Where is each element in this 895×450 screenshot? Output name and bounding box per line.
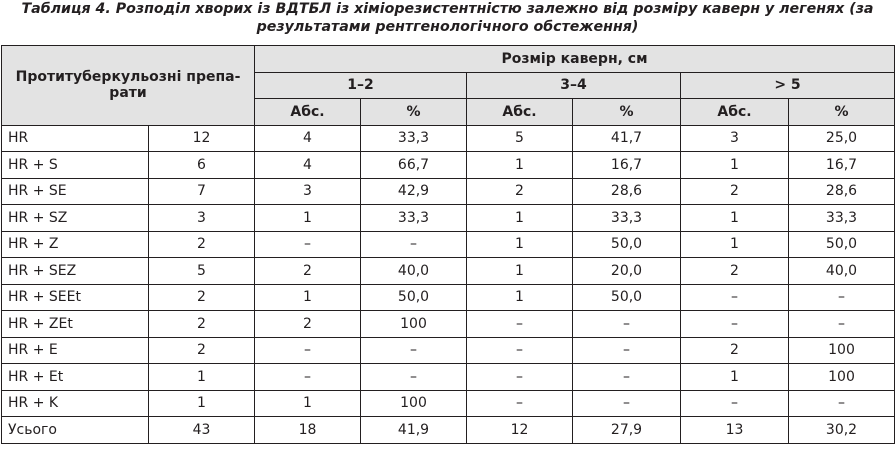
table-row: [2, 390, 895, 417]
table-row: [2, 125, 895, 152]
table-row: [2, 205, 895, 232]
value-cell: 2: [149, 231, 255, 258]
value-cell: 6: [149, 152, 255, 179]
drug-name-cell: HR + Z: [2, 231, 149, 258]
drug-name-cell: HR + K: [2, 390, 149, 417]
value-cell: 13: [681, 417, 789, 444]
value-cell: –: [467, 390, 573, 417]
caption-line-2: результатами рентгенологічного обстеження): [256, 19, 639, 35]
value-cell: –: [573, 337, 681, 364]
header-cavity-size: Розмір каверн, см: [255, 46, 895, 73]
drug-name-cell: HR: [2, 125, 149, 152]
table-row: [2, 364, 895, 391]
table-row: [2, 284, 895, 311]
value-cell: 2: [149, 337, 255, 364]
value-cell: 1: [255, 284, 361, 311]
table-row: [2, 337, 895, 364]
value-cell: 25,0: [789, 125, 895, 152]
header-drugs: Протитуберкульозні препа-рати: [2, 46, 255, 126]
value-cell: 33,3: [361, 205, 467, 232]
table-row: [2, 152, 895, 179]
data-table: [1, 45, 895, 444]
value-cell: 100: [361, 390, 467, 417]
table-row: [2, 258, 895, 285]
header-group-3: > 5: [681, 72, 895, 99]
value-cell: 3: [149, 205, 255, 232]
value-cell: 2: [255, 258, 361, 285]
header-abs: Абс.: [467, 99, 573, 126]
value-cell: 2: [255, 311, 361, 338]
value-cell: –: [255, 231, 361, 258]
value-cell: 30,2: [789, 417, 895, 444]
value-cell: –: [467, 337, 573, 364]
value-cell: 50,0: [573, 231, 681, 258]
value-cell: –: [361, 231, 467, 258]
value-cell: –: [789, 390, 895, 417]
value-cell: 3: [681, 125, 789, 152]
value-cell: –: [467, 364, 573, 391]
drug-name-cell: HR + ZEt: [2, 311, 149, 338]
value-cell: –: [361, 364, 467, 391]
value-cell: 28,6: [789, 178, 895, 205]
value-cell: 2: [149, 284, 255, 311]
value-cell: 1: [467, 205, 573, 232]
value-cell: 100: [789, 337, 895, 364]
drug-name-cell: HR + SEEt: [2, 284, 149, 311]
value-cell: 50,0: [361, 284, 467, 311]
header-group-2: 3–4: [467, 72, 681, 99]
drug-name-cell: HR + E: [2, 337, 149, 364]
value-cell: 1: [467, 152, 573, 179]
header-abs: Абс.: [681, 99, 789, 126]
value-cell: 50,0: [789, 231, 895, 258]
value-cell: 33,3: [361, 125, 467, 152]
value-cell: 100: [789, 364, 895, 391]
value-cell: 27,9: [573, 417, 681, 444]
header-pct: %: [573, 99, 681, 126]
table-row: [2, 311, 895, 338]
header-pct: %: [361, 99, 467, 126]
value-cell: –: [681, 311, 789, 338]
table-caption: [0, 0, 895, 36]
value-cell: 1: [149, 364, 255, 391]
value-cell: –: [573, 364, 681, 391]
value-cell: 20,0: [573, 258, 681, 285]
value-cell: 12: [149, 125, 255, 152]
value-cell: –: [361, 337, 467, 364]
value-cell: –: [467, 311, 573, 338]
value-cell: 5: [467, 125, 573, 152]
value-cell: 1: [255, 205, 361, 232]
value-cell: –: [681, 390, 789, 417]
value-cell: 2: [681, 337, 789, 364]
value-cell: 2: [681, 258, 789, 285]
value-cell: –: [255, 364, 361, 391]
table-row: [2, 417, 895, 444]
value-cell: 1: [681, 364, 789, 391]
drug-name-cell: HR + SE: [2, 178, 149, 205]
header-group-1: 1–2: [255, 72, 467, 99]
value-cell: 18: [255, 417, 361, 444]
value-cell: 16,7: [573, 152, 681, 179]
drug-name-cell: Усього: [2, 417, 149, 444]
value-cell: –: [573, 390, 681, 417]
value-cell: –: [255, 337, 361, 364]
value-cell: –: [789, 284, 895, 311]
value-cell: 40,0: [789, 258, 895, 285]
value-cell: 4: [255, 125, 361, 152]
value-cell: 1: [467, 258, 573, 285]
drug-name-cell: HR + SEZ: [2, 258, 149, 285]
value-cell: 4: [255, 152, 361, 179]
value-cell: 12: [467, 417, 573, 444]
value-cell: 3: [255, 178, 361, 205]
value-cell: 1: [681, 205, 789, 232]
value-cell: 42,9: [361, 178, 467, 205]
drug-name-cell: HR + SZ: [2, 205, 149, 232]
value-cell: 28,6: [573, 178, 681, 205]
header-row-1: [2, 46, 895, 73]
value-cell: 1: [467, 284, 573, 311]
value-cell: 2: [467, 178, 573, 205]
value-cell: 41,9: [361, 417, 467, 444]
value-cell: 66,7: [361, 152, 467, 179]
value-cell: 1: [149, 390, 255, 417]
value-cell: 43: [149, 417, 255, 444]
table-row: [2, 178, 895, 205]
value-cell: 1: [681, 231, 789, 258]
caption-line-1: Таблиця 4. Розподіл хворих із ВДТБЛ із хіміорезистентністю залежно від розміру каверн у легенях (за: [21, 1, 874, 17]
value-cell: –: [789, 311, 895, 338]
drug-name-cell: HR + S: [2, 152, 149, 179]
value-cell: 1: [681, 152, 789, 179]
value-cell: 5: [149, 258, 255, 285]
value-cell: –: [681, 284, 789, 311]
value-cell: 41,7: [573, 125, 681, 152]
value-cell: 50,0: [573, 284, 681, 311]
value-cell: 33,3: [789, 205, 895, 232]
header-pct: %: [789, 99, 895, 126]
value-cell: –: [573, 311, 681, 338]
value-cell: 1: [467, 231, 573, 258]
value-cell: 16,7: [789, 152, 895, 179]
drug-name-cell: HR + Et: [2, 364, 149, 391]
value-cell: 33,3: [573, 205, 681, 232]
value-cell: 2: [149, 311, 255, 338]
value-cell: 2: [681, 178, 789, 205]
value-cell: 40,0: [361, 258, 467, 285]
value-cell: 100: [361, 311, 467, 338]
value-cell: 7: [149, 178, 255, 205]
table-row: [2, 231, 895, 258]
table-body: [2, 125, 895, 443]
value-cell: 1: [255, 390, 361, 417]
header-abs: Абс.: [255, 99, 361, 126]
